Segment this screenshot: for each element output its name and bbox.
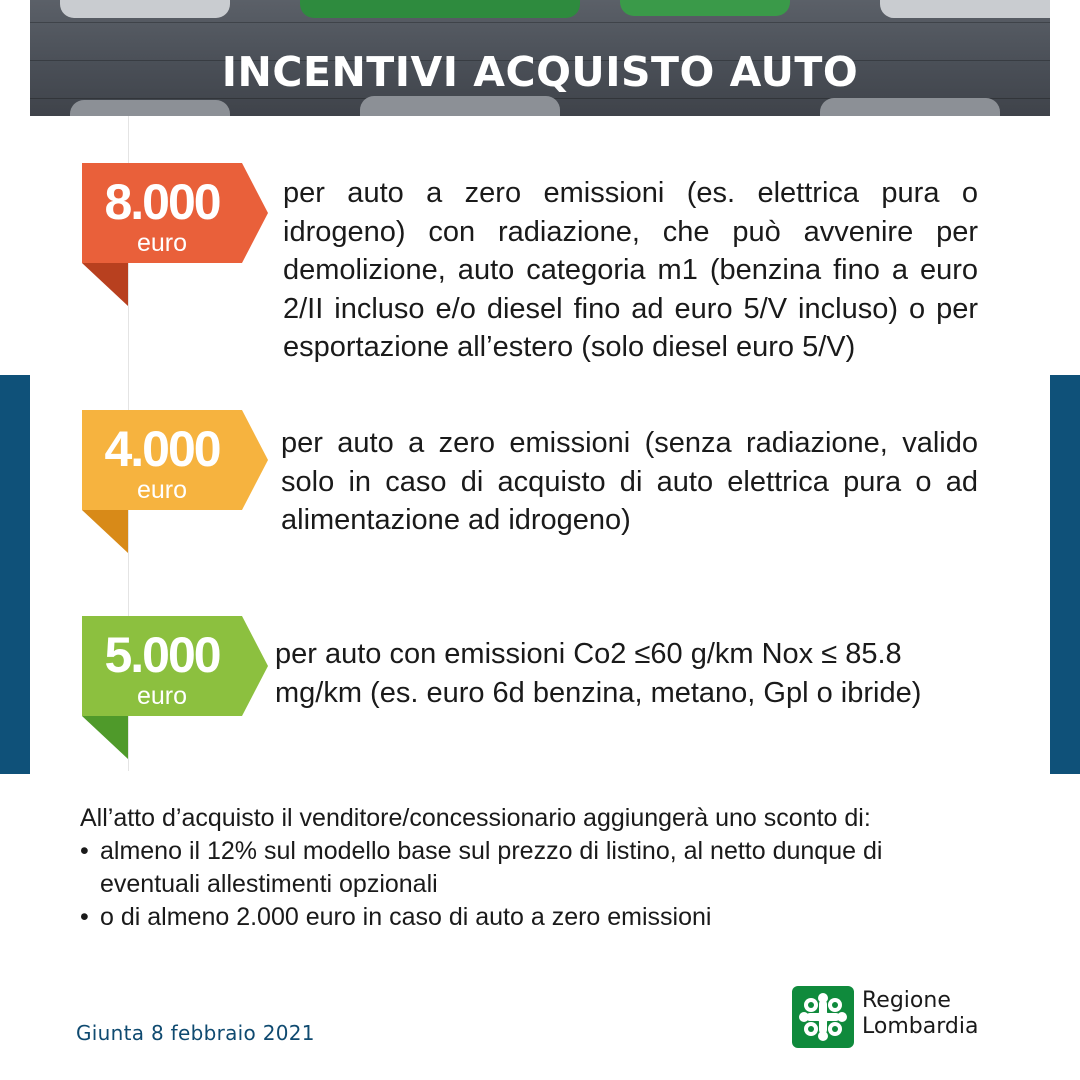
discount-note <box>80 802 990 934</box>
header-banner <box>30 0 1050 116</box>
bullet-text-continued: eventuali allestimenti opzionali <box>100 870 438 898</box>
right-accent-bar <box>1050 375 1080 774</box>
incentive-description: per auto a zero emissioni (senza radiazione, valido solo in caso di acquisto di auto elettrica pura o ad alimentazione ad idrogeno) <box>281 427 978 536</box>
list-item <box>80 835 990 868</box>
car-silhouette-icon <box>60 0 230 18</box>
logo-line-2: Lombardia <box>862 1014 979 1039</box>
incentive-description: per auto con emissioni Co2 ≤60 g/km Nox ≤ 85.8 mg/km (es. euro 6d benzina, metano, Gpl o ibride) <box>275 638 922 709</box>
car-silhouette-icon <box>360 96 560 116</box>
incentive-amount: 4.000 <box>104 421 220 477</box>
incentive-unit: euro <box>136 682 188 710</box>
left-accent-bar <box>0 375 30 774</box>
incentive-amount: 5.000 <box>104 627 220 683</box>
car-silhouette-icon <box>620 0 790 16</box>
list-item <box>80 901 990 934</box>
car-silhouette-icon <box>300 0 580 18</box>
incentive-description: per auto a zero emissioni (es. elettrica pura o idrogeno) con radiazione, che può avvenire per demolizione, auto categoria m1 (benzina fino a euro 2/II incluso e/o diesel fino ad euro 5/V incluso) o per esportazione all’estero (solo diesel euro 5/V) <box>283 177 978 363</box>
car-silhouette-icon <box>820 98 1000 116</box>
car-silhouette-icon <box>880 0 1050 18</box>
logo-line-1: Regione <box>862 988 951 1013</box>
incentive-unit: euro <box>136 476 188 504</box>
discount-intro: All’atto d’acquisto il venditore/concessionario aggiungerà uno sconto di: <box>80 804 871 832</box>
bullet-icon: • <box>80 903 89 931</box>
bullet-text: o di almeno 2.000 euro in caso di auto a zero emissioni <box>100 903 712 931</box>
logo-text <box>862 988 1012 1040</box>
bullet-icon: • <box>80 837 89 865</box>
publication-date: Giunta 8 febbraio 2021 <box>76 1021 315 1045</box>
bullet-text: almeno il 12% sul modello base sul prezzo di listino, al netto dunque di <box>100 837 883 865</box>
car-silhouette-icon <box>70 100 230 116</box>
page-title: INCENTIVI ACQUISTO AUTO <box>221 48 859 96</box>
rosa-camuna-icon <box>792 986 854 1048</box>
incentive-unit: euro <box>136 229 188 257</box>
incentive-amount: 8.000 <box>104 174 220 230</box>
